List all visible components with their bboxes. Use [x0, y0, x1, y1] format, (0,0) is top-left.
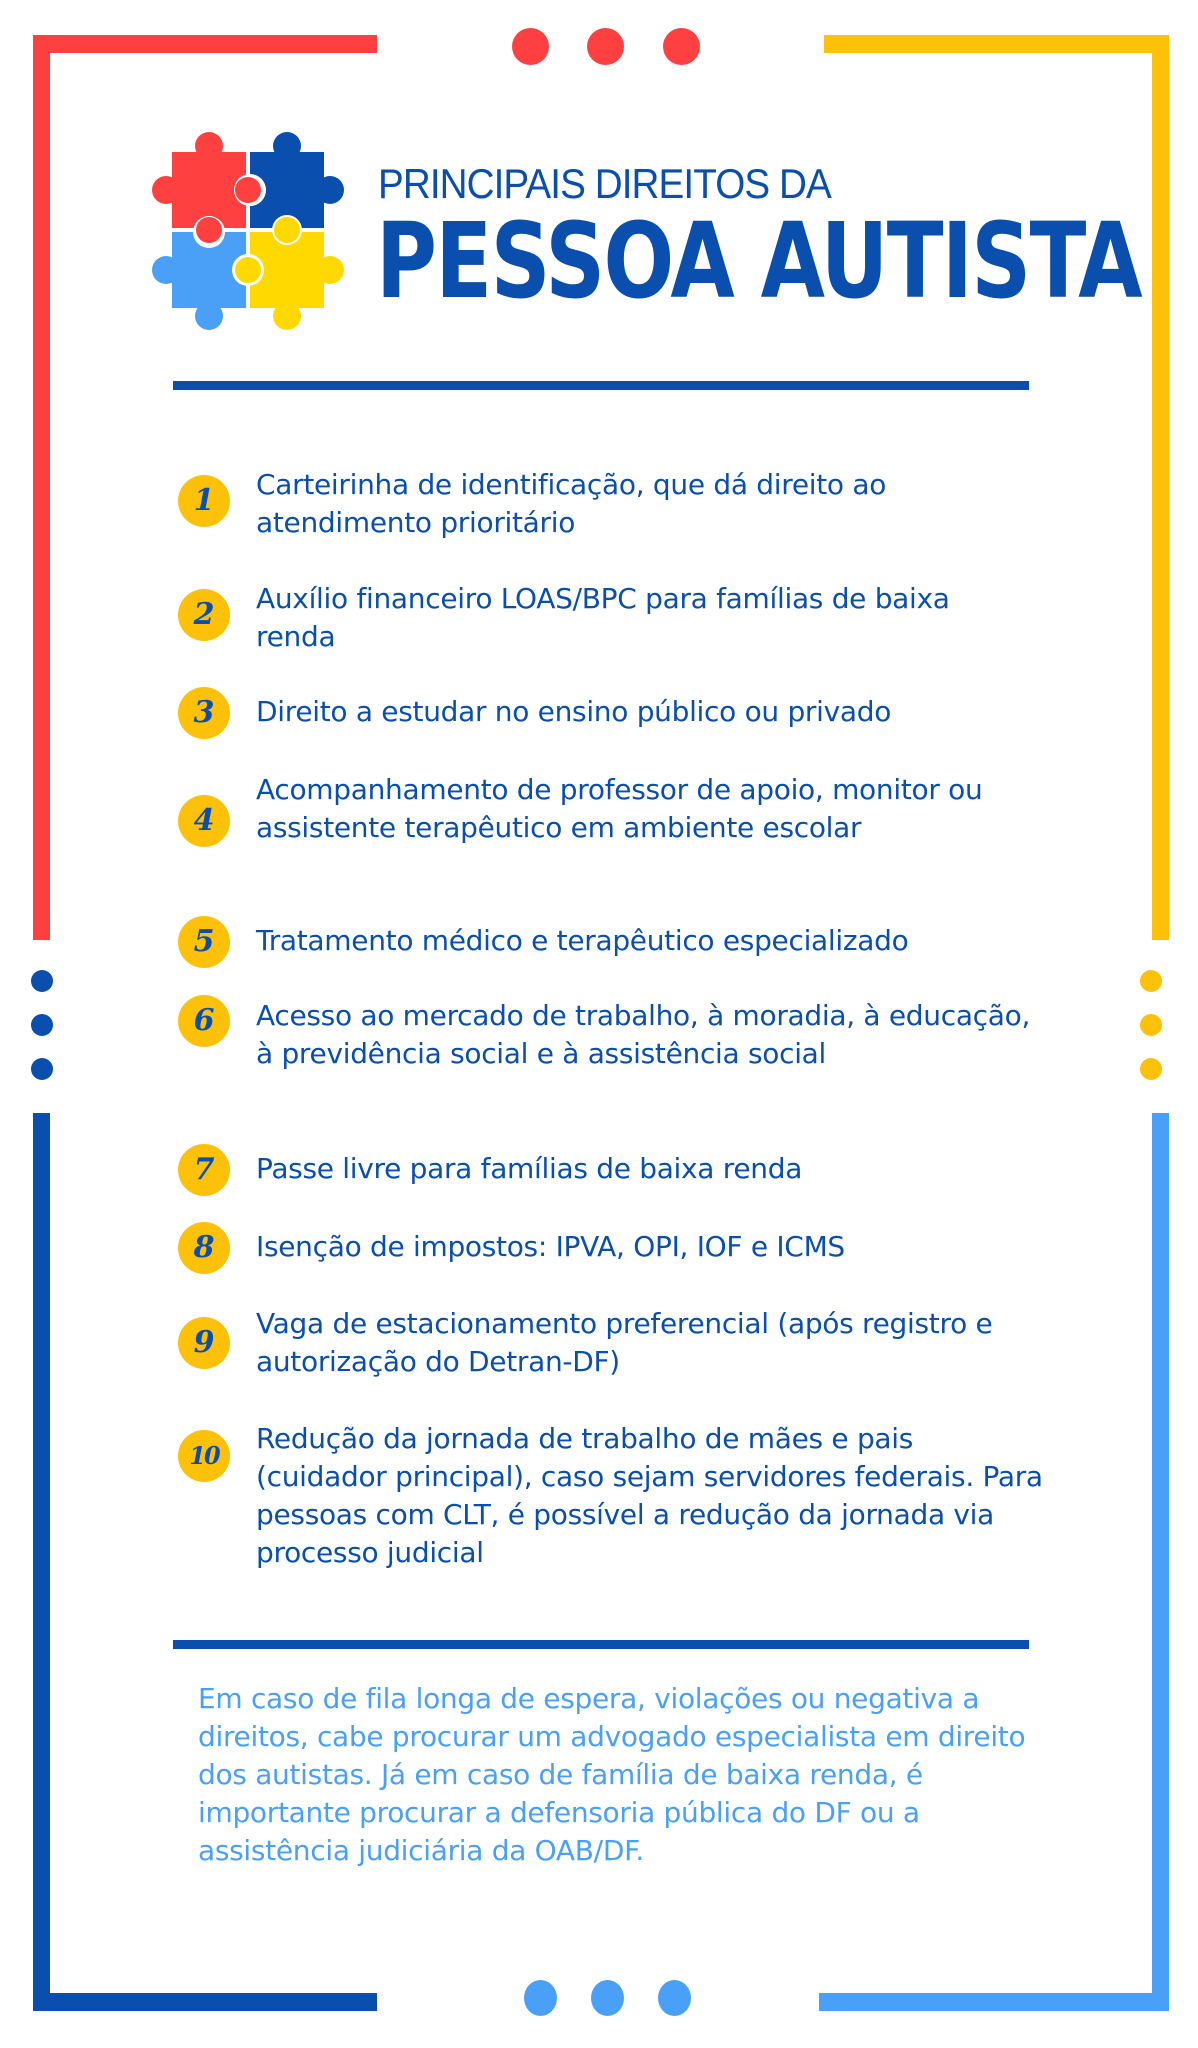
- decor-dot-red: [587, 28, 624, 65]
- bottom-divider: [173, 1640, 1029, 1649]
- list-item-text: Isenção de impostos: IPVA, OPI, IOF e ICMS: [256, 1230, 845, 1263]
- number-badge: 3: [178, 687, 230, 739]
- frame-top-left-vertical: [33, 35, 50, 940]
- number-badge: 6: [178, 995, 230, 1047]
- decor-dot-light-blue: [591, 1980, 624, 2016]
- decor-dot-red: [663, 28, 700, 65]
- decor-dot-red: [512, 28, 549, 65]
- frame-top-right-horizontal: [824, 35, 1169, 53]
- number-badge: 10: [178, 1430, 230, 1482]
- decor-dot-dark-blue: [31, 970, 53, 992]
- list-item-text: Passe livre para famílias de baixa renda: [256, 1152, 803, 1185]
- number-badge: 7: [178, 1144, 230, 1196]
- decor-dot-light-blue: [658, 1980, 691, 2016]
- list-item-text: Direito a estudar no ensino público ou privado: [256, 695, 892, 728]
- list-item-text: Redução da jornada de trabalho de mães e pais (cuidador principal), caso sejam servidores federais. Para pessoas com CLT, é possível a redução da jornada via processo judicial: [256, 1422, 1043, 1569]
- number-badge: 5: [178, 916, 230, 968]
- number-badge: 4: [178, 795, 230, 847]
- frame-bottom-left-horizontal: [33, 1993, 377, 2011]
- number-badge: 1: [178, 475, 230, 527]
- list-item-text: Auxílio financeiro LOAS/BPC para famílias de baixa renda: [256, 582, 950, 653]
- title-line-2: PESSOA AUTISTA: [376, 200, 1142, 322]
- decor-dot-yellow: [1140, 970, 1162, 992]
- top-divider: [173, 381, 1029, 390]
- number-badge: 2: [178, 589, 230, 641]
- number-badge: 8: [178, 1222, 230, 1274]
- list-item-text: Carteirinha de identificação, que dá direito ao atendimento prioritário: [256, 468, 887, 539]
- puzzle-pieces-icon: [152, 132, 352, 332]
- frame-bottom-right-vertical: [1152, 1113, 1169, 2011]
- decor-dot-yellow: [1140, 1014, 1162, 1036]
- decor-dot-yellow: [1140, 1058, 1162, 1080]
- frame-bottom-left-vertical: [33, 1113, 50, 2011]
- title-line-1: PRINCIPAIS DIREITOS DA: [378, 160, 831, 207]
- decor-dot-dark-blue: [31, 1058, 53, 1080]
- frame-bottom-right-horizontal: [819, 1993, 1169, 2011]
- list-item-text: Acesso ao mercado de trabalho, à moradia, à educação, à previdência social e à assistência social: [256, 999, 1031, 1070]
- frame-top-right-vertical: [1152, 35, 1169, 940]
- list-item-text: Vaga de estacionamento preferencial (após registro e autorização do Detran-DF): [256, 1307, 993, 1378]
- list-item-text: Acompanhamento de professor de apoio, monitor ou assistente terapêutico em ambiente escolar: [256, 773, 983, 844]
- decor-dot-light-blue: [524, 1980, 557, 2016]
- list-item-text: Tratamento médico e terapêutico especializado: [256, 924, 909, 957]
- frame-top-left-horizontal: [33, 35, 377, 53]
- number-badge: 9: [178, 1317, 230, 1369]
- footer-note: Em caso de fila longa de espera, violações ou negativa a direitos, cabe procurar um advogado especialista em direito dos autistas. Já em caso de família de baixa renda, é importante procurar a defensoria pública do DF ou a assistência judiciária da OAB/DF.: [198, 1682, 1026, 1867]
- decor-dot-dark-blue: [31, 1014, 53, 1036]
